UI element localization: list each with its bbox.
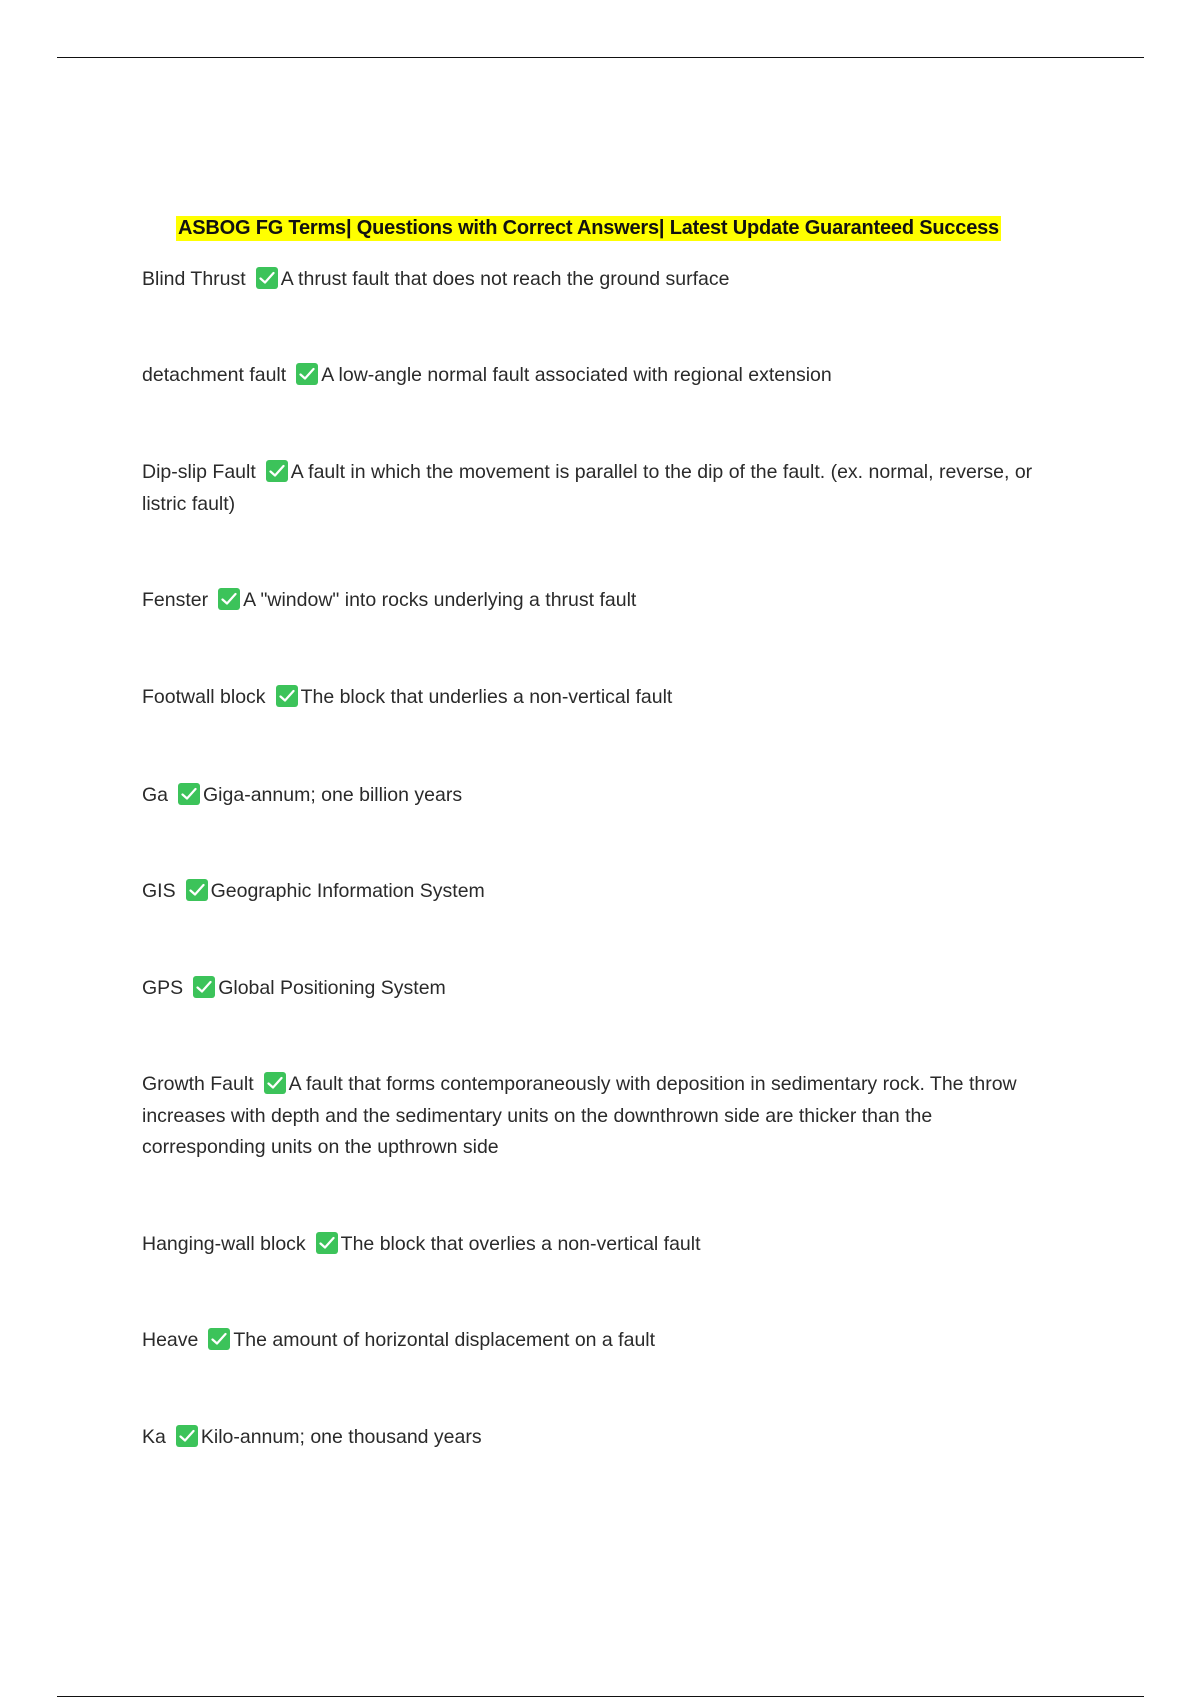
term-entry <box>142 585 1057 617</box>
term: GPS <box>142 977 184 999</box>
check-icon <box>296 363 318 385</box>
term-entry <box>142 360 1057 392</box>
check-icon <box>316 1232 338 1254</box>
document-title: ASBOG FG Terms| Questions with Correct Answers| Latest Update Guaranteed Success <box>178 217 999 239</box>
check-icon <box>176 1425 198 1447</box>
term-entry <box>142 1325 1057 1357</box>
definition: Global Positioning System <box>218 977 446 999</box>
definition: A "window" into rocks underlying a thrust fault <box>243 589 637 611</box>
check-icon <box>208 1328 230 1350</box>
definition: The amount of horizontal displacement on a fault <box>233 1329 656 1351</box>
definition: A thrust fault that does not reach the ground surface <box>280 268 730 290</box>
term: Dip-slip Fault <box>142 461 256 483</box>
term: Blind Thrust <box>142 268 246 290</box>
definition: A fault that forms contemporaneously with deposition in sedimentary rock. The throw increases with depth and the sedimentary units on the downthrown side are thicker than the corresponding units on the upthrown side <box>142 1073 1017 1158</box>
term: detachment fault <box>142 364 287 386</box>
definition: A fault in which the movement is parallel to the dip of the fault. (ex. normal, reverse, or listric fault) <box>142 461 1033 515</box>
term: Footwall block <box>142 686 266 708</box>
term: Heave <box>142 1329 199 1351</box>
term: Growth Fault <box>142 1073 254 1095</box>
term: Hanging-wall block <box>142 1233 306 1255</box>
term-entry <box>142 973 1057 1005</box>
footer-rule <box>57 1696 1144 1697</box>
check-icon <box>266 460 288 482</box>
term-entry <box>142 876 1057 908</box>
term-entry <box>142 264 1057 296</box>
term-entry <box>142 457 1057 520</box>
term: GIS <box>142 880 176 902</box>
check-icon <box>276 685 298 707</box>
definition: The block that overlies a non-vertical fault <box>340 1233 701 1255</box>
header-rule <box>57 57 1144 58</box>
definition: Giga-annum; one billion years <box>203 784 463 806</box>
check-icon <box>178 783 200 805</box>
definition: The block that underlies a non-vertical fault <box>300 686 673 708</box>
check-icon <box>264 1072 286 1094</box>
check-icon <box>186 879 208 901</box>
term: Fenster <box>142 589 209 611</box>
term: Ka <box>142 1426 166 1448</box>
check-icon <box>256 267 278 289</box>
term-entry <box>142 1229 1057 1261</box>
term-entry <box>142 1422 1057 1454</box>
term: Ga <box>142 784 169 806</box>
term-entry <box>142 780 1057 812</box>
term-entry <box>142 1069 1057 1164</box>
check-icon <box>218 588 240 610</box>
term-entry <box>142 682 1057 714</box>
definition: A low-angle normal fault associated with regional extension <box>321 364 832 386</box>
definition: Kilo-annum; one thousand years <box>200 1426 482 1448</box>
check-icon <box>193 976 215 998</box>
definition: Geographic Information System <box>210 880 485 902</box>
